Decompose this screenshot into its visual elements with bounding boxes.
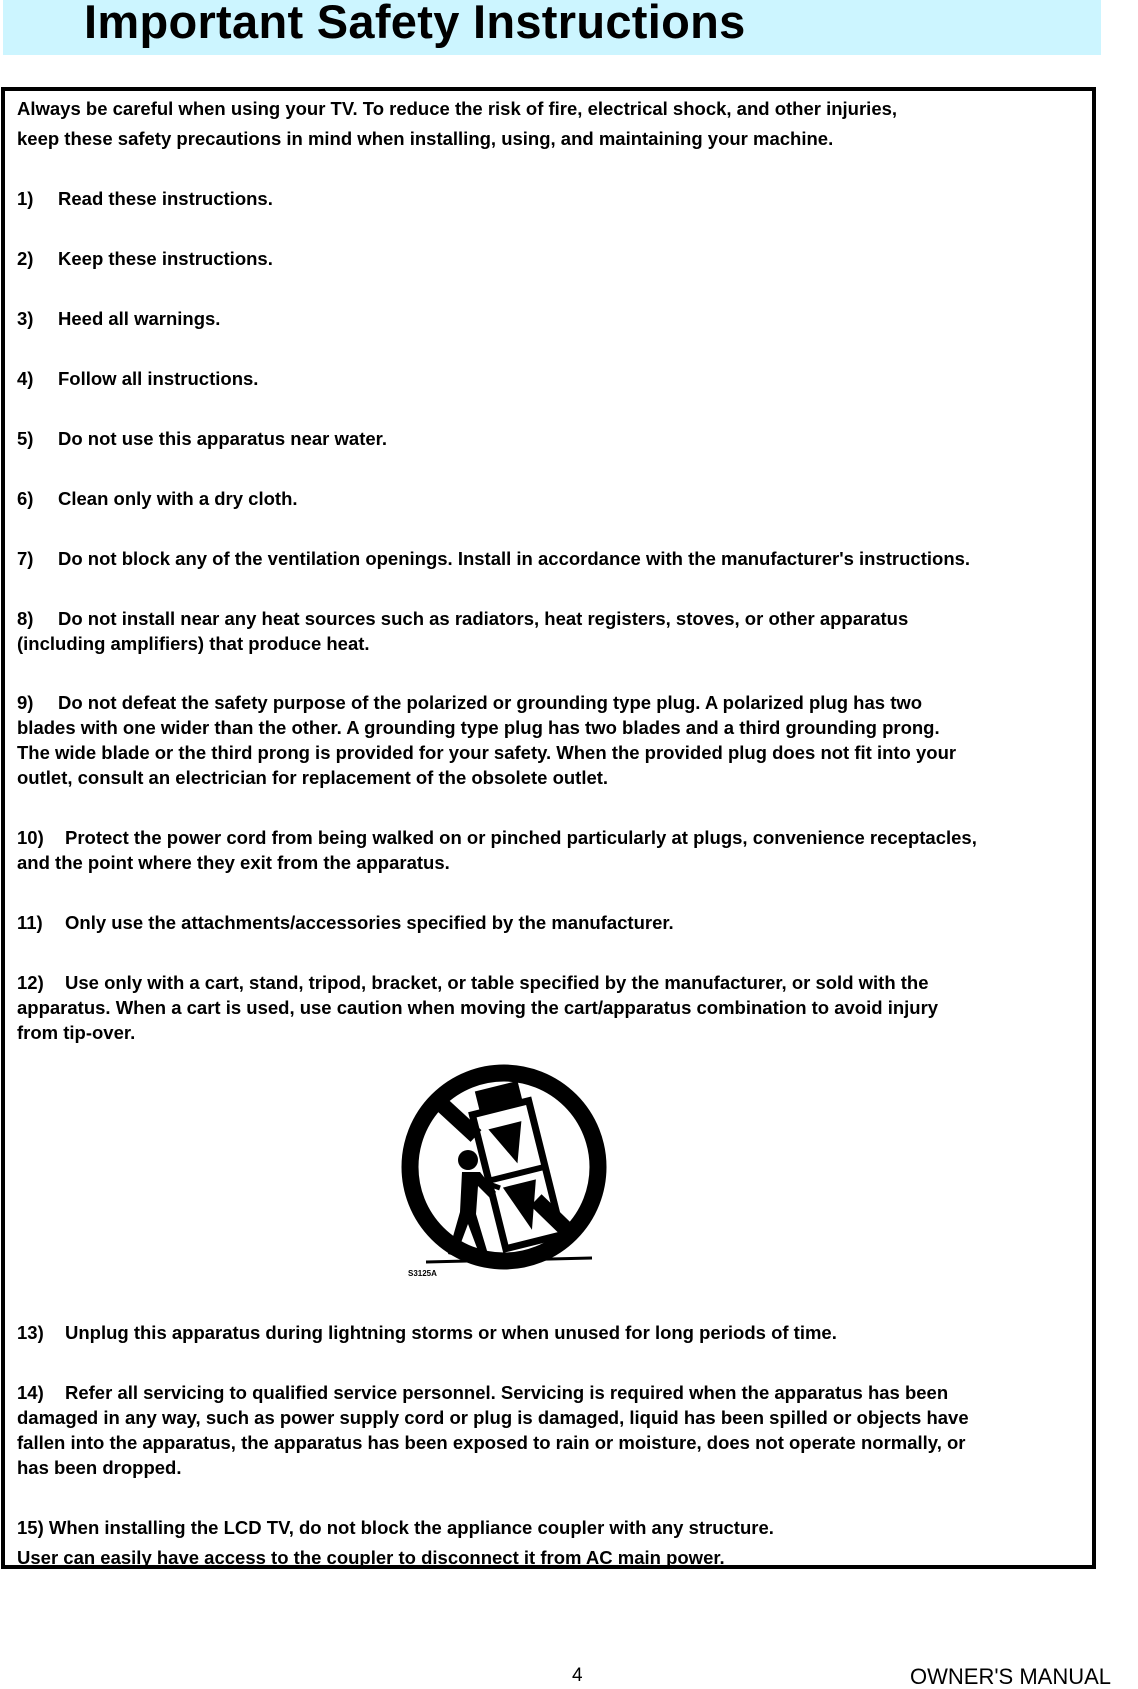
instruction-number: 5): [17, 428, 34, 449]
instruction-text: Unplug this apparatus during lightning storms or when unused for long periods of time.: [65, 1322, 837, 1343]
instruction-8: [17, 606, 908, 631]
instruction-7: [17, 546, 970, 571]
instruction-number: 10): [17, 827, 44, 848]
instruction-12-line-3: from tip-over.: [17, 1022, 136, 1043]
page-title: Important Safety Instructions: [84, 0, 746, 48]
instruction-number: 6): [17, 488, 34, 509]
instruction-10: [17, 825, 977, 850]
cart-tip-over-warning-icon: [396, 1064, 616, 1280]
instruction-number: 14): [17, 1382, 44, 1403]
instruction-12: [17, 970, 929, 995]
manual-label: OWNER'S MANUAL: [910, 1664, 1111, 1689]
instruction-5: [17, 426, 387, 451]
intro-line-2: keep these safety precautions in mind when installing, using, and maintaining your machine.: [17, 128, 834, 149]
instruction-number: 3): [17, 308, 34, 329]
instruction-1: [17, 186, 273, 211]
instruction-8-line-2: (including amplifiers) that produce heat.: [17, 633, 370, 654]
instruction-text: Clean only with a dry cloth.: [58, 488, 298, 509]
instruction-12-line-2: apparatus. When a cart is used, use caution when moving the cart/apparatus combination to avoid injury: [17, 997, 939, 1018]
instruction-14-line-2: damaged in any way, such as power supply cord or plug is damaged, liquid has been spilled or objects have: [17, 1407, 969, 1428]
instruction-text: Protect the power cord from being walked on or pinched particularly at plugs, convenience receptacles,: [65, 827, 977, 848]
instruction-13: [17, 1320, 837, 1345]
instruction-10-line-2: and the point where they exit from the apparatus.: [17, 852, 450, 873]
instruction-9: [17, 690, 922, 715]
instruction-9-line-2: blades with one wider than the other. A grounding type plug has two blades and a third grounding prong.: [17, 717, 940, 738]
instruction-number: 12): [17, 972, 44, 993]
instruction-6: [17, 486, 298, 511]
instruction-9-line-3: The wide blade or the third prong is provided for your safety. When the provided plug does not fit into your: [17, 742, 957, 763]
instruction-2: [17, 246, 273, 271]
instruction-15-line-2: User can easily have access to the coupler to disconnect it from AC main power.: [17, 1547, 725, 1568]
instruction-number: 7): [17, 548, 34, 569]
intro-line-1: Always be careful when using your TV. To reduce the risk of fire, electrical shock, and other injuries,: [17, 98, 898, 119]
instruction-number: 11): [17, 912, 43, 933]
instruction-number: 9): [17, 692, 34, 713]
instruction-text: Do not install near any heat sources such as radiators, heat registers, stoves, or other apparatus: [58, 608, 909, 629]
instruction-text: Read these instructions.: [58, 188, 273, 209]
instruction-text: Do not use this apparatus near water.: [58, 428, 387, 449]
instruction-text: Do not defeat the safety purpose of the polarized or grounding type plug. A polarized plug has two: [58, 692, 923, 713]
instruction-number: 2): [17, 248, 34, 269]
instruction-text: Refer all servicing to qualified service personnel. Servicing is required when the apparatus has been: [65, 1382, 949, 1403]
instruction-14-line-3: fallen into the apparatus, the apparatus has been exposed to rain or moisture, does not operate normally, or: [17, 1432, 966, 1453]
instruction-text: Keep these instructions.: [58, 248, 273, 269]
page-number: 4: [572, 1665, 583, 1686]
instruction-text: Only use the attachments/accessories specified by the manufacturer.: [65, 912, 674, 933]
instruction-3: [17, 306, 220, 331]
instruction-number: 15): [17, 1517, 44, 1538]
instruction-text: Follow all instructions.: [58, 368, 259, 389]
instruction-9-line-4: outlet, consult an electrician for replacement of the obsolete outlet.: [17, 767, 609, 788]
instruction-number: 13): [17, 1322, 44, 1343]
instruction-number: 4): [17, 368, 34, 389]
instruction-text: Do not block any of the ventilation openings. Install in accordance with the manufacturer's instructions.: [58, 548, 971, 569]
instruction-11: [17, 910, 674, 935]
instruction-14-line-4: has been dropped.: [17, 1457, 182, 1478]
instruction-text: When installing the LCD TV, do not block the appliance coupler with any structure.: [48, 1517, 774, 1538]
instruction-15: [17, 1515, 774, 1540]
figure-code-label: S3125A: [408, 1269, 437, 1278]
instruction-number: 1): [17, 188, 34, 209]
instruction-text: Use only with a cart, stand, tripod, bracket, or table specified by the manufacturer, or sold with the: [65, 972, 929, 993]
instruction-4: [17, 366, 258, 391]
instruction-14: [17, 1380, 948, 1405]
instruction-text: Heed all warnings.: [58, 308, 221, 329]
instruction-number: 8): [17, 608, 34, 629]
